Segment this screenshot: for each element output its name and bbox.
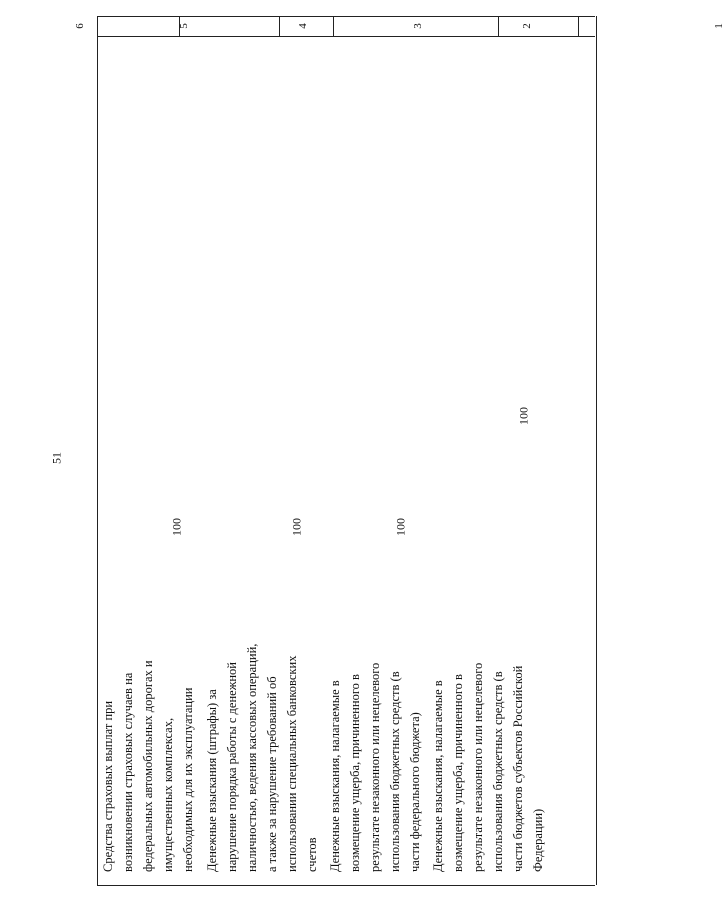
row-1-line: возникновении страховых случаев на	[121, 672, 135, 872]
column-number-4: 4	[297, 23, 309, 29]
row-4-line: возмещение ущерба, причиненного в	[451, 674, 465, 872]
row-2-value: 100	[289, 518, 304, 536]
row-3-value: 100	[393, 518, 408, 536]
column-number-3: 3	[412, 23, 424, 29]
row-3-line: Денежные взыскания, налагаемые в	[328, 680, 342, 872]
column-divider	[578, 16, 579, 36]
row-4-line: Федерации)	[531, 808, 545, 872]
row-4-line: Денежные взыскания, налагаемые в	[431, 680, 445, 872]
row-1-value: 100	[169, 518, 184, 536]
row-1-line: Средства страховых выплат при	[101, 700, 115, 872]
row-2-line: счетов	[305, 837, 319, 872]
column-divider	[333, 16, 334, 36]
table-border-top	[97, 16, 595, 17]
column-divider	[279, 16, 280, 36]
table-border-bottom	[97, 885, 595, 886]
row-2-line: нарушение порядка работы с денежной	[225, 662, 239, 872]
column-number-5: 5	[178, 23, 190, 29]
row-2-line: Денежные взыскания (штрафы) за	[205, 689, 219, 872]
row-1-line: федеральных автомобильных дорогах и	[141, 660, 155, 872]
column-number-1: 1	[713, 23, 725, 29]
page-number: 51	[49, 452, 64, 464]
column-number-2: 2	[521, 23, 533, 29]
row-3-line: части федерального бюджета)	[408, 712, 422, 872]
row-4-line: части бюджетов субъектов Российской	[511, 665, 525, 872]
row-2-line: наличностью, ведения кассовых операций,	[245, 643, 259, 872]
row-2-line: а также за нарушение требований об	[265, 676, 279, 872]
column-number-6: 6	[74, 23, 86, 29]
row-3-line: использования бюджетных средств (в	[388, 671, 402, 872]
row-1-line: необходимых для их эксплуатации	[181, 687, 195, 872]
row-3-line: возмещение ущерба, причиненного в	[348, 674, 362, 872]
row-4-value: 100	[516, 407, 531, 425]
row-4-line: результате незаконного или нецелевого	[471, 662, 485, 872]
row-2-line: использовании специальных банковских	[285, 655, 299, 872]
column-divider	[498, 16, 499, 36]
row-3-line: результате незаконного или нецелевого	[368, 662, 382, 872]
row-1-line: имущественных комплексах,	[161, 717, 175, 872]
table-header-border	[97, 36, 595, 37]
row-4-line: использования бюджетных средств (в	[491, 671, 505, 872]
